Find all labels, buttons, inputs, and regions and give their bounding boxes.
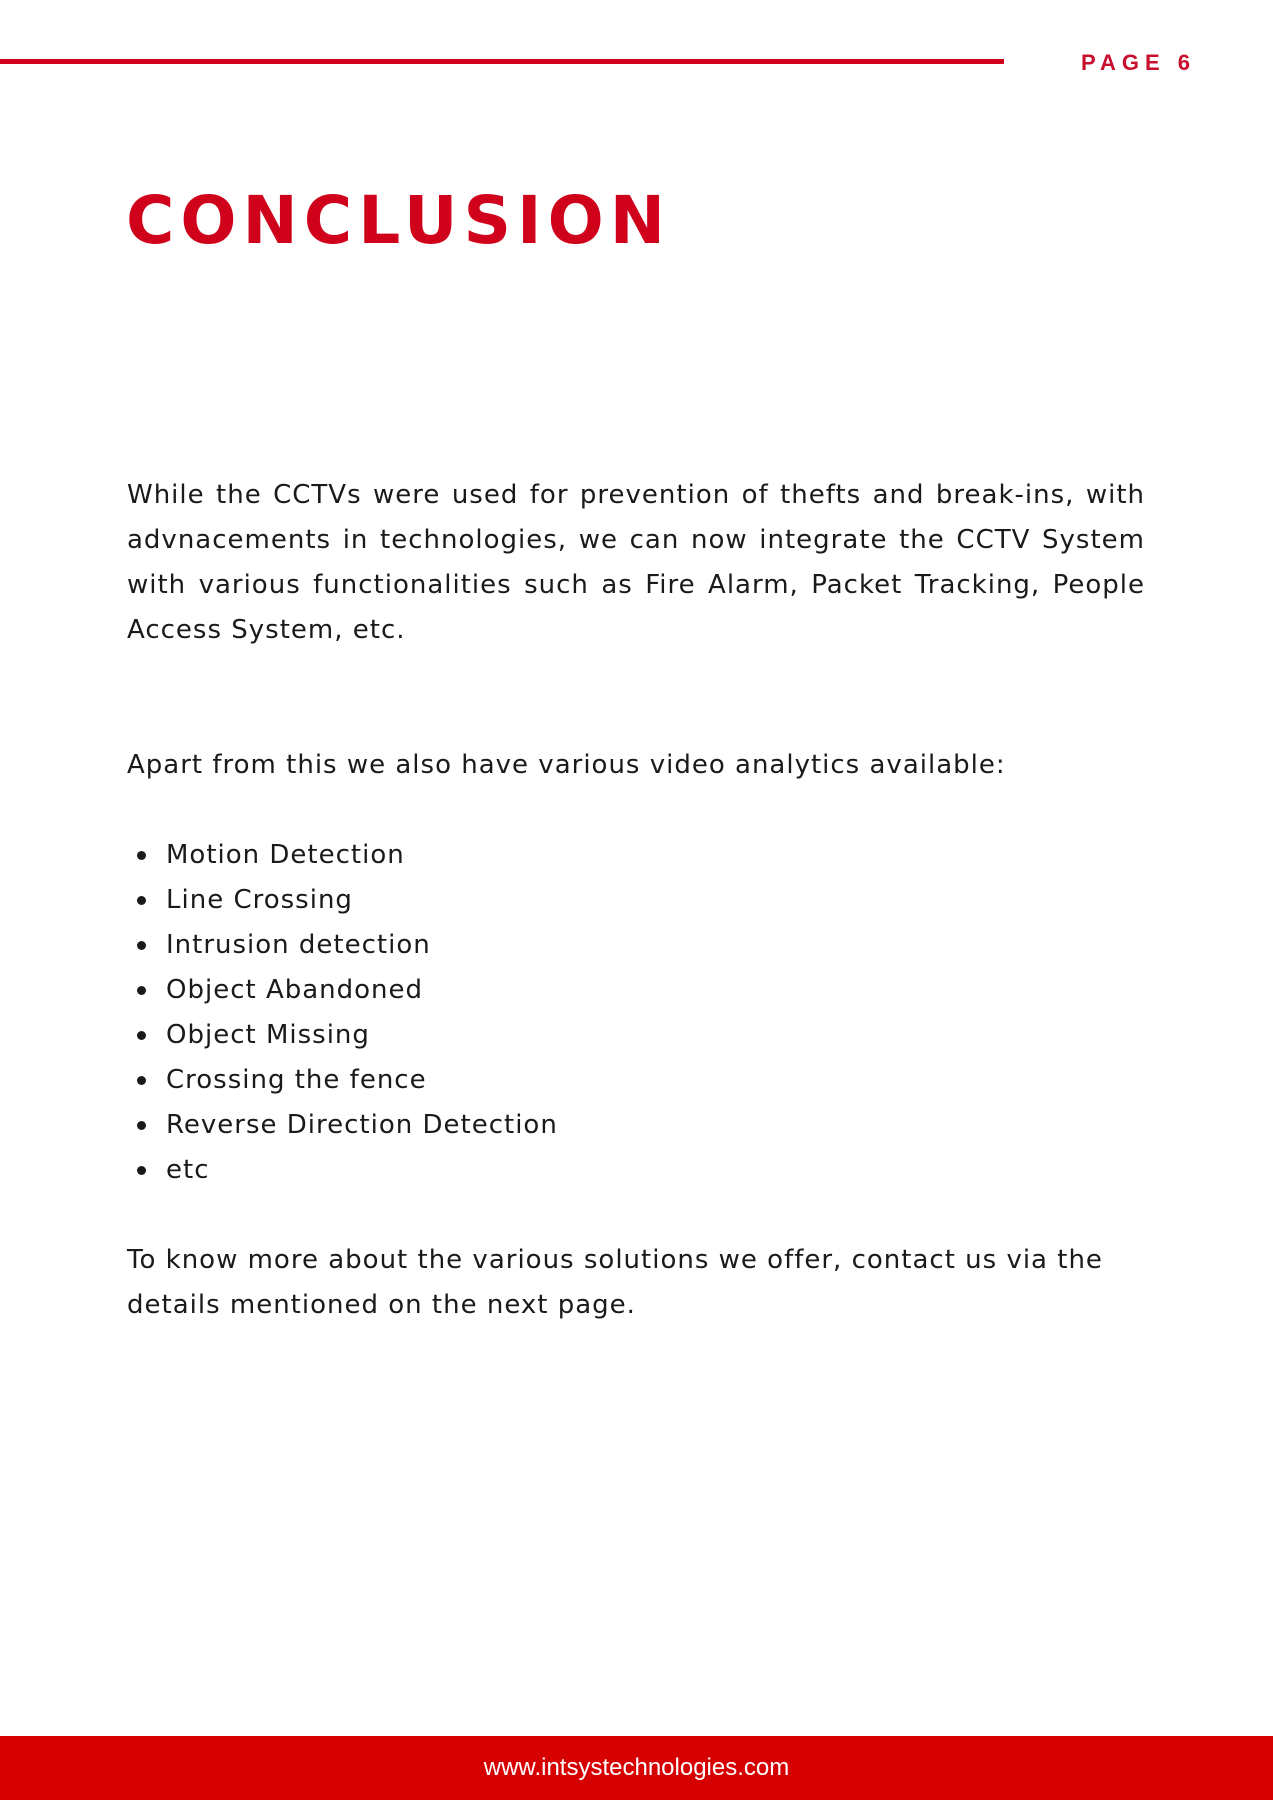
list-item-label: Crossing the fence (166, 1065, 427, 1095)
list-item (127, 1058, 1145, 1103)
list-item-label: Intrusion detection (166, 930, 431, 960)
analytics-intro: Apart from this we also have various video analytics available: (127, 750, 1006, 780)
website-link[interactable]: www.intsystechnologies.com (483, 1754, 790, 1781)
list-item (127, 1148, 1145, 1193)
list-item-label: Line Crossing (166, 885, 353, 915)
footer-bar (0, 1736, 1273, 1800)
list-item (127, 878, 1145, 923)
list-item (127, 968, 1145, 1013)
analytics-list (127, 833, 1145, 1193)
list-item-label: Motion Detection (166, 840, 405, 870)
bullet-icon (137, 896, 146, 905)
page-number: PAGE 6 (1080, 50, 1196, 75)
bullet-icon (137, 941, 146, 950)
cctv-paragraph: While the CCTVs were used for prevention of thefts and break-ins, with advnacements in technologies, we can now integrate the CCTV System with various functionalities such as Fire Alarm, Packet Tracking, People Access System, etc. (127, 480, 1145, 645)
content (127, 473, 1145, 1328)
list-item-label: Object Abandoned (166, 975, 424, 1005)
list-item (127, 923, 1145, 968)
list-item (127, 1013, 1145, 1058)
bullet-icon (137, 986, 146, 995)
page-title: CONCLUSION (126, 182, 671, 259)
list-item-label: Reverse Direction Detection (166, 1110, 558, 1140)
bullet-icon (137, 1166, 146, 1175)
header-rule (0, 59, 1004, 64)
bullet-icon (137, 851, 146, 860)
list-item-label: Object Missing (166, 1020, 370, 1050)
list-item (127, 833, 1145, 878)
list-item-label: etc (166, 1155, 210, 1185)
bullet-icon (137, 1076, 146, 1085)
closing-paragraph: To know more about the various solutions we offer, contact us via the details mentioned on the next page. (127, 1245, 1103, 1320)
bullet-icon (137, 1121, 146, 1130)
list-item (127, 1103, 1145, 1148)
bullet-icon (137, 1031, 146, 1040)
